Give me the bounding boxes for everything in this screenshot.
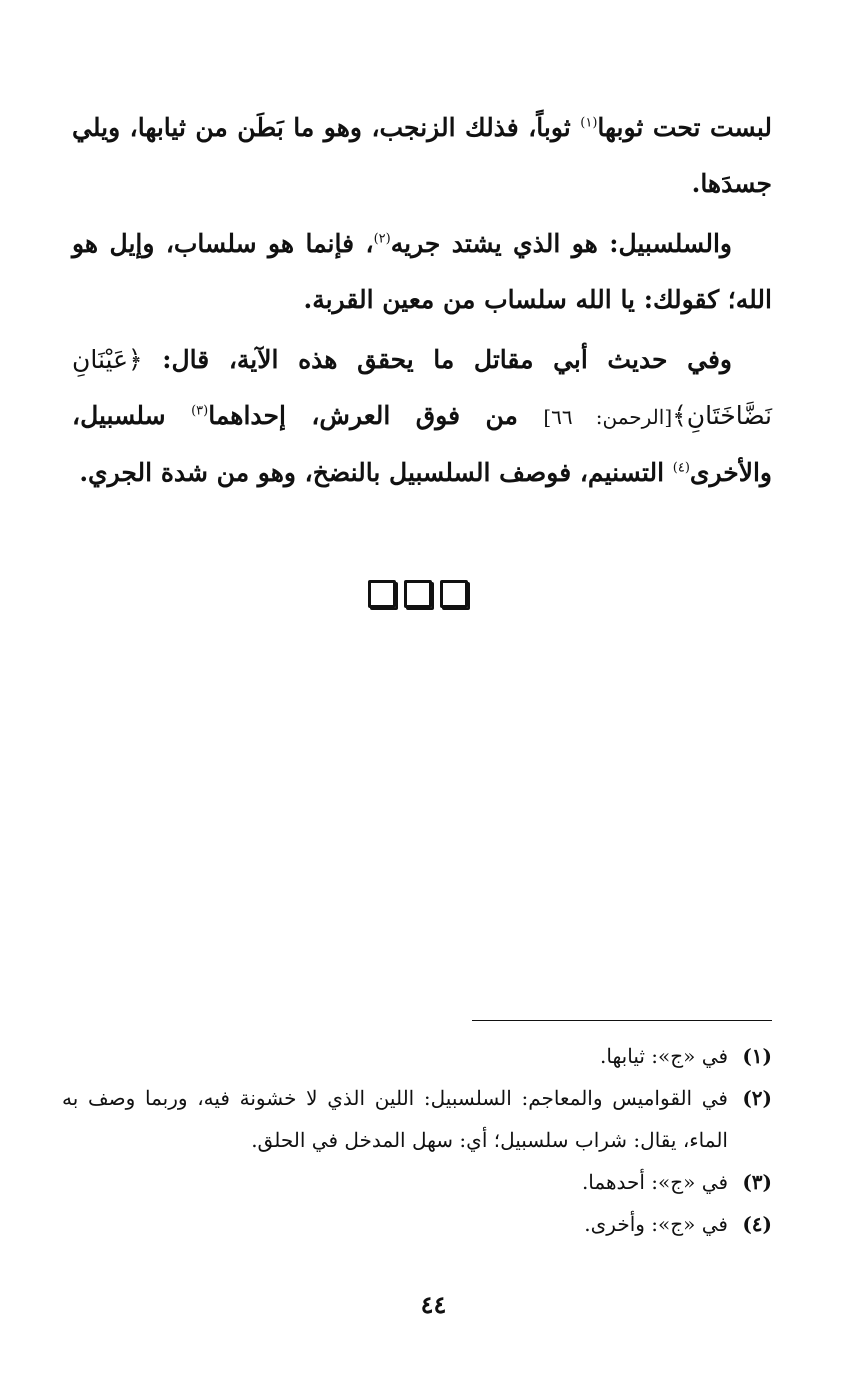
footnote-item (62, 1203, 772, 1245)
footnote-ref-1: (١) (580, 115, 598, 131)
footnote-text: في القواميس والمعاجم: السلسبيل: اللين الذي لا خشونة فيه، وربما وصف به الماء، يقال: شراب سلسبيل؛ أي: سهل المدخل في الحلق. (62, 1086, 728, 1152)
footnote-number: (١) (742, 1044, 772, 1068)
footnote-separator (472, 1020, 772, 1021)
paragraph-3 (72, 332, 772, 501)
footnote-text: في «ج»: وأخرى. (584, 1212, 728, 1236)
footnote-item (62, 1077, 772, 1161)
square-ornament-icon (440, 580, 468, 608)
footnote-ref-2: (٢) (373, 231, 391, 247)
footnote-item (62, 1161, 772, 1203)
footnote-text: في «ج»: أحدهما. (581, 1170, 728, 1194)
paragraph-2 (72, 216, 772, 328)
paragraph-1-part-b: ثوباً، فذلك الزنجب، وهو ما بَطَن من ثيابها، ويلي جسدَها. (72, 113, 772, 198)
footnote-number: (٢) (742, 1086, 772, 1110)
paragraph-3-part-a: وفي حديث أبي مقاتل ما يحقق هذه الآية، قال: (142, 345, 732, 374)
footnote-text: في «ج»: ثيابها. (600, 1044, 728, 1068)
paragraph-1-part-a: لبست تحت ثوبها (597, 113, 772, 142)
paragraph-3-part-c: سلسبيل، والأخرى (72, 401, 772, 487)
footnote-ref-4: (٤) (672, 460, 690, 476)
square-ornament-icon (368, 580, 396, 608)
footnote-number: (٤) (742, 1212, 772, 1236)
paragraph-2-part-b: ، فإنما هو سلساب، وإيل هو الله؛ كقولك: يا الله سلساب من معين القربة. (72, 229, 772, 314)
footnote-number: (٣) (742, 1170, 772, 1194)
square-ornament-icon (404, 580, 432, 608)
paragraph-1 (72, 100, 772, 212)
footnote-item (62, 1035, 772, 1077)
paragraph-2-part-a: والسلسبيل: هو الذي يشتد جريه (390, 229, 732, 258)
paragraph-3-part-d: التسنيم، فوصف السلسبيل بالنضخ، وهو من شدة الجري. (79, 458, 673, 487)
footnote-ref-3: (٣) (191, 403, 209, 419)
footnotes (62, 1035, 772, 1245)
main-text (72, 100, 772, 505)
section-divider-ornament (368, 580, 468, 608)
page-number: ٤٤ (420, 1290, 447, 1319)
paragraph-3-part-b: من فوق العرش، إحداهما (208, 401, 544, 430)
quran-verse: ﴿عَيْنَانِ نَضَّاخَتَانِ﴾ (72, 345, 773, 430)
verse-reference: [الرحمن: ٦٦] (543, 405, 673, 429)
